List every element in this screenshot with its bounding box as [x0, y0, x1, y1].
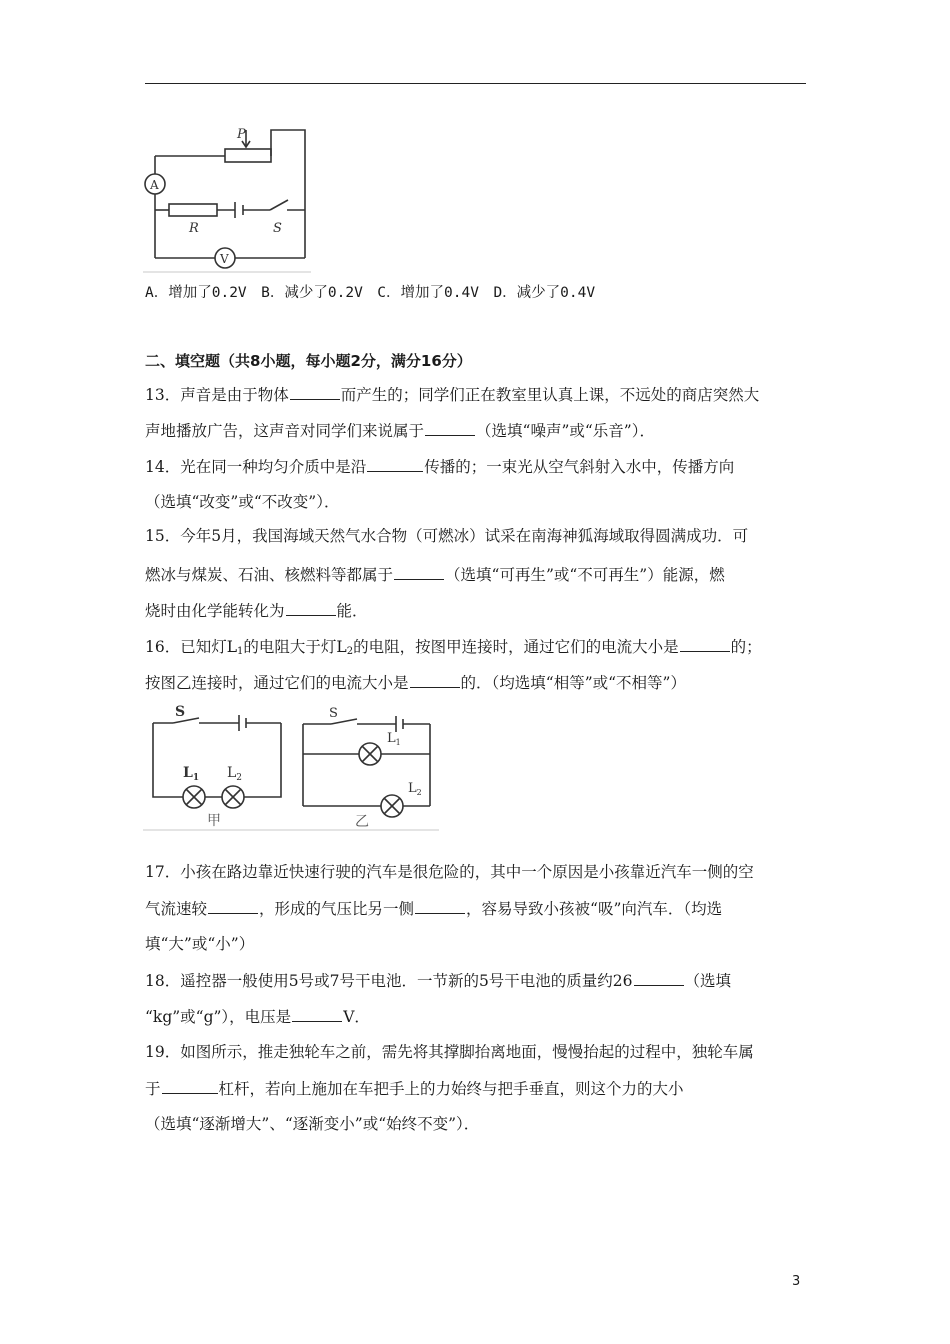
svg-text:L1: [387, 731, 401, 747]
blank: [208, 898, 258, 914]
yi-l1-sub: 1: [395, 738, 401, 747]
jia-caption: 甲: [207, 813, 221, 829]
q17-line3: 填“大”或“小”）: [145, 935, 255, 953]
jia-l2-label: L: [227, 765, 237, 781]
yi-l2-sub: 2: [416, 788, 422, 797]
blank: [162, 1078, 218, 1094]
q14-line1: 14．光在同一种均匀介质中是沿 传播的；一束光从空气斜射入水中，传播方向: [145, 458, 735, 476]
q16-line2: 按图乙连接时，通过它们的电流大小是 的．（均选填“相等”或“不相等”）: [145, 674, 686, 692]
jia-l1-sub: 1: [192, 773, 200, 783]
q16-line1: 16．已知灯$L_1$的电阻大于灯$L_2$的电阻，按图甲连接时，通过它们的电流大小是 的；: [145, 638, 762, 657]
q19-line2: 于 杠杆，若向上施加在车把手上的力始终与把手垂直，则这个力的大小: [145, 1080, 684, 1098]
answer-options: A．增加了0.2V B．减少了0.2V C．增加了0.4V D．减少了0.4V: [145, 285, 596, 301]
blank: [286, 600, 336, 616]
q15-line1: 15．今年5月，我国海域天然气水合物（可燃冰）试采在南海神狐海域取得圆满成功．可: [145, 527, 749, 545]
blank: [634, 970, 684, 986]
page-number: 3: [792, 1274, 801, 1289]
yi-l1-label: L: [387, 731, 396, 746]
blank: [367, 456, 423, 472]
circuit-diagram-top: [143, 120, 313, 275]
label-s: S: [273, 221, 282, 236]
q19-line1: 19．如图所示，推走独轮车之前，需先将其撑脚抬离地面，慢慢抬起的过程中，独轮车属: [145, 1043, 754, 1061]
q13-line1: 13．声音是由于物体 而产生的；同学们正在教室里认真上课，不远处的商店突然大: [145, 386, 760, 404]
svg-text:L2: [227, 765, 242, 783]
q17-line2: 气流速较 ，形成的气压比另一侧 ，容易导致小孩被“吸”向汽车．（均选: [145, 900, 723, 918]
q18-line1: 18．遥控器一般使用5号或7号干电池．一节新的5号干电池的质量约26 （选填: [145, 972, 732, 990]
label-v: V: [220, 252, 229, 266]
yi-s-label: S: [329, 706, 338, 721]
q14-line2: （选填“改变”或“不改变”）．: [145, 493, 340, 511]
svg-text:L1: [183, 765, 199, 783]
q18-line2: “kg”或“g”），电压是 V．: [145, 1008, 370, 1026]
blank: [394, 564, 444, 580]
blank: [680, 636, 730, 652]
q15-line2: 燃冰与煤炭、石油、核燃料等都属于 （选填“可再生”或“不可再生”）能源，燃: [145, 566, 725, 584]
blank: [425, 420, 475, 436]
yi-caption: 乙: [355, 814, 369, 830]
q17-line1: 17．小孩在路边靠近快速行驶的汽车是很危险的，其中一个原因是小孩靠近汽车一侧的空: [145, 863, 754, 881]
jia-s-label: S: [175, 704, 186, 720]
blank: [292, 1006, 342, 1022]
label-p: P: [237, 127, 246, 142]
blank: [415, 898, 465, 914]
label-r: R: [189, 221, 199, 236]
blank: [290, 384, 340, 400]
q15-line3: 烧时由化学能转化为 能．: [145, 602, 368, 620]
circuit-diagram-pair: [143, 700, 441, 832]
blank: [410, 672, 460, 688]
q13-line2: 声地播放广告，这声音对同学们来说属于 （选填“噪声”或“乐音”）．: [145, 422, 655, 440]
q19-line3: （选填“逐渐增大”、“逐渐变小”或“始终不变”）．: [145, 1115, 480, 1133]
section-title: 二、填空题（共8小题，每小题2分，满分16分）: [145, 352, 472, 370]
svg-text:L2: [408, 781, 422, 797]
yi-l2-label: L: [408, 781, 417, 796]
jia-l2-sub: 2: [236, 773, 243, 783]
jia-l1-label: L: [183, 765, 193, 781]
header-rule: [145, 83, 806, 84]
label-a: A: [150, 178, 159, 192]
